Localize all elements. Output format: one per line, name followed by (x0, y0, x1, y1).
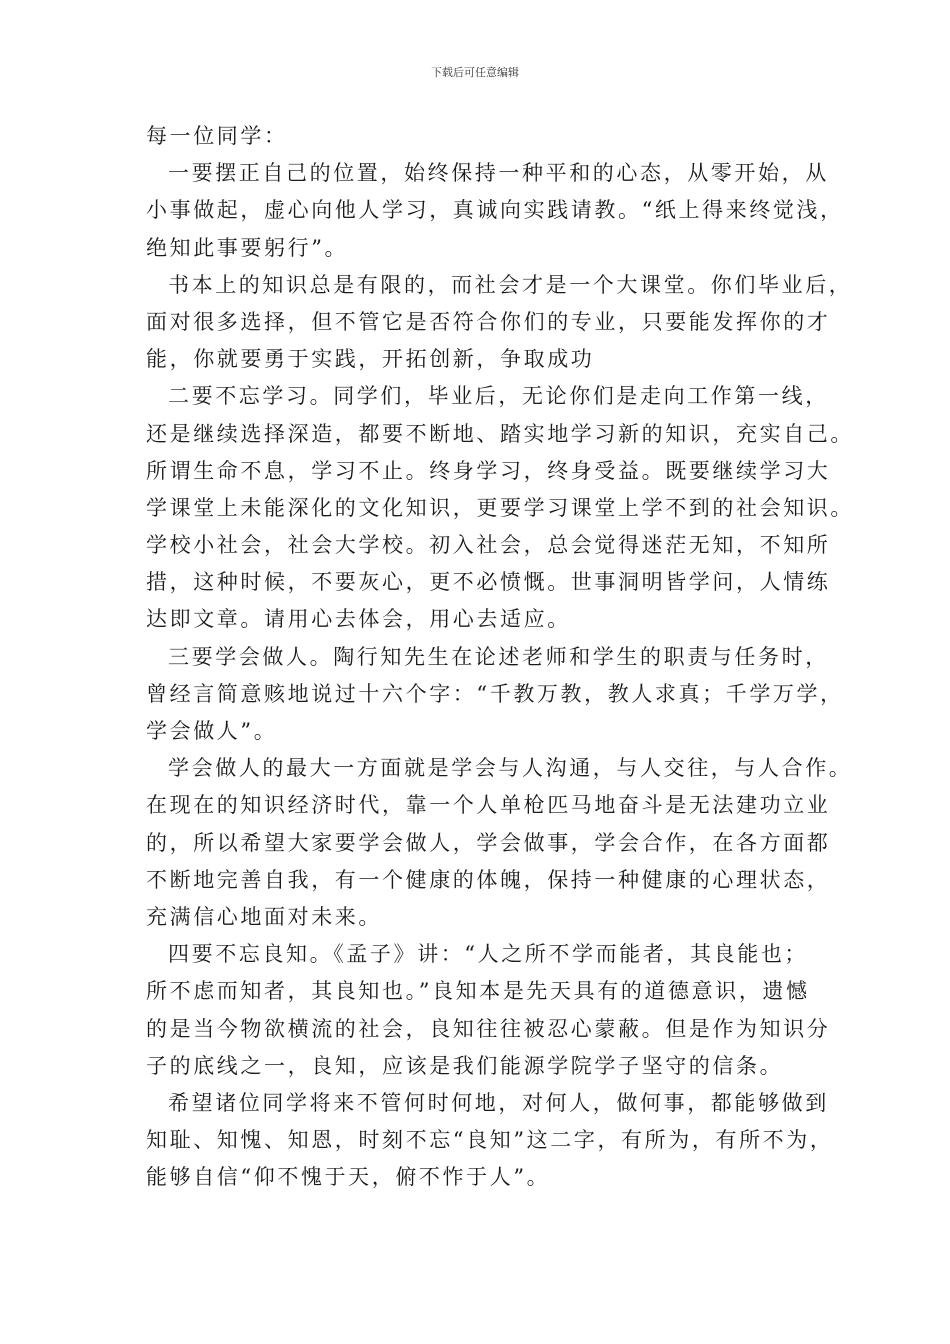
text-line: 所不虑而知者，其良知也。”良知本是先天具有的道德意识，遗憾 (146, 979, 810, 1004)
point-one-paragraph (146, 155, 844, 267)
text-line: 面对很多选择，但不管它是否符合你们的专业，只要能发挥你的才 (146, 309, 831, 334)
closing-paragraph (146, 1085, 834, 1197)
document-body (146, 118, 854, 1196)
text-line: 学校小社会，社会大学校。初入社会，总会觉得迷茫无知，不知所 (146, 533, 831, 558)
text-line: 所谓生命不息，学习不止。终身学习，终身受益。既要继续学习大 (146, 458, 831, 483)
text-line: 的是当今物欲横流的社会，良知往往被忍心蒙蔽。但是作为知识分 (146, 1016, 831, 1041)
text-line: 学会做人”。 (146, 719, 278, 743)
text-line: 不断地完善自我，有一个健康的体魄，保持一种健康的心理状态， (146, 867, 831, 892)
text-line: 希望诸位同学将来不管何时何地，对何人，做何事，都能够做到 (168, 1090, 829, 1115)
text-line: 充满信心地面对未来。 (146, 904, 382, 929)
text-line: 还是继续选择深造，都要不断地、踏实地学习新的知识，充实自己。 (146, 421, 854, 446)
text-line: 能，你就要勇于实践，开拓创新，争取成功 (146, 347, 595, 372)
point-three-paragraph (146, 639, 844, 751)
page-header: 下载后可任意编辑 (431, 66, 519, 79)
text-line: 曾经言简意赅地说过十六个字：“千教万教，教人求真；千学万学， (146, 681, 844, 706)
text-line: 学课堂上未能深化的文化知识，更要学习课堂上学不到的社会知识。 (146, 495, 854, 520)
text-line: 能够自信“仰不愧于天，俯不怍于人”。 (146, 1165, 551, 1190)
text-line: 书本上的知识总是有限的，而社会才是一个大课堂。你们毕业后， (168, 272, 853, 297)
salutation-paragraph (146, 118, 822, 155)
text-line: 一要摆正自己的位置，始终保持一种平和的心态，从零开始，从 (168, 161, 829, 186)
text-line: 每一位同学： (146, 124, 288, 148)
text-line: 措，这种时候，不要灰心，更不必愤慨。世事洞明皆学问，人情练 (146, 570, 831, 595)
text-line: 小事做起，虚心向他人学习，真诚向实践请教。“纸上得来终觉浅， (146, 198, 844, 223)
point-four-paragraph (146, 936, 831, 1085)
text-line: 绝知此事要躬行”。 (146, 235, 349, 260)
text-line: 二要不忘学习。同学们，毕业后，无论你们是走向工作第一线， (168, 384, 829, 409)
communication-paragraph (146, 750, 853, 936)
text-line: 学会做人的最大一方面就是学会与人沟通，与人交往，与人合作。 (168, 756, 853, 781)
text-line: 四要不忘良知。《孟子》讲：“人之所不学而能者，其良能也； (168, 942, 809, 967)
text-line: 子的底线之一，良知，应该是我们能源学院学子坚守的信条。 (146, 1053, 784, 1078)
text-line: 达即文章。请用心去体会，用心去适应。 (146, 607, 571, 632)
text-line: 的，所以希望大家要学会做人，学会做事，学会合作，在各方面都 (146, 830, 831, 855)
point-two-paragraph (146, 378, 854, 638)
text-line: 在现在的知识经济时代，靠一个人单枪匹马地奋斗是无法建功立业 (146, 793, 831, 818)
books-paragraph (146, 267, 853, 379)
text-line: 知耻、知愧、知恩，时刻不忘“良知”这二字，有所为，有所不为， (146, 1128, 834, 1153)
text-line: 三要学会做人。陶行知先生在论述老师和学生的职责与任务时， (168, 644, 829, 669)
